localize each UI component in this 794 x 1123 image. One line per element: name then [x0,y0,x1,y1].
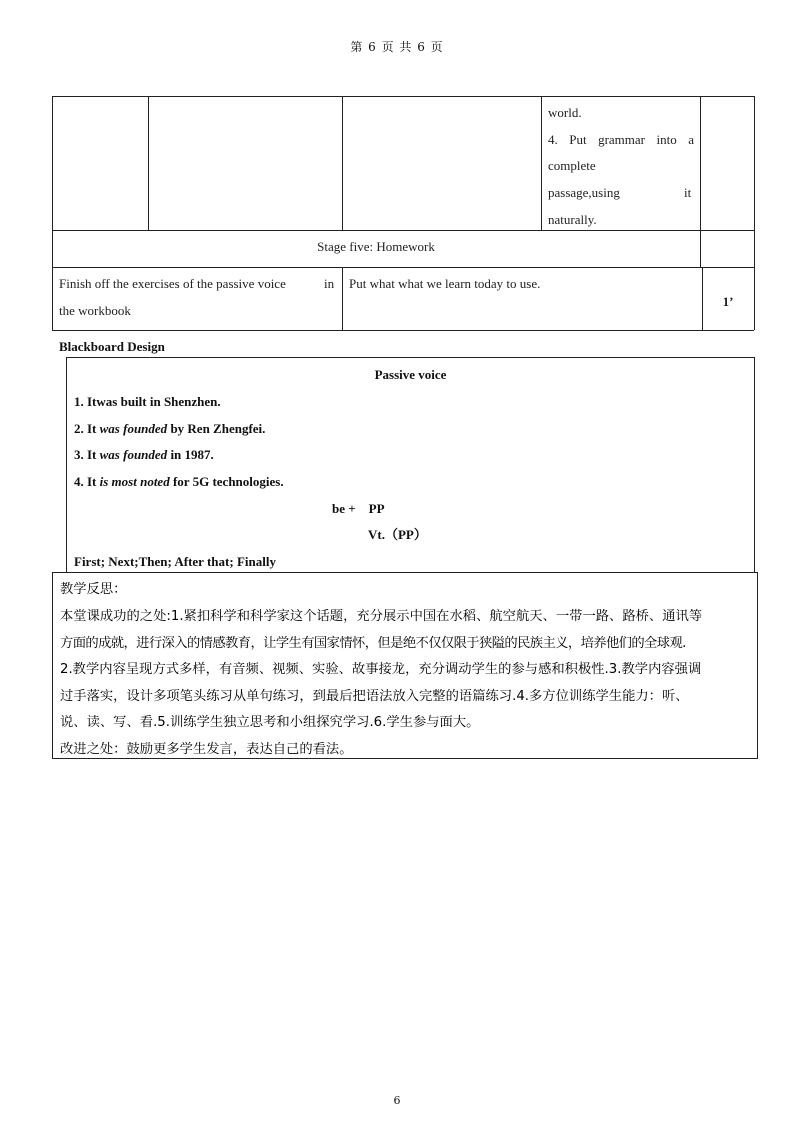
homework-task: Finish off the exercises of the passive voice [59,276,286,291]
table-col-divider [700,230,701,267]
cell-text-naturally: naturally. [548,212,597,227]
blackboard-border-right [754,357,755,572]
table-col-divider [700,96,701,230]
table-border-top [52,96,754,97]
page-indicator: 第 6 页 共 6 页 [350,40,444,54]
reflection-border-right [757,572,758,759]
blackboard-item: 4. It is most noted for 5G technologies. [74,474,284,489]
reflection-line: 2.教学内容呈现方式多样，有音频、视频、实验、故事接龙，充分调动学生的参与感和积极性.3.教学内容强调 [60,662,702,677]
homework-task-workbook: the workbook [59,303,131,318]
cell-text-grammar: 4. Put grammar into a [548,132,694,147]
page-number: 6 [393,1094,401,1107]
blackboard-label: Blackboard Design [59,339,165,354]
improvement-note: 改进之处：鼓励更多学生发言，表达自己的看法。 [60,742,353,757]
reflection-line: 方面的成就，进行深入的情感教育，让学生有国家情怀，但是绝不仅仅限于狭隘的民族主义，培养他们的全球观. [60,636,686,651]
formula-be-pp: be + PP [332,501,385,516]
reflection-line: 本堂课成功的之处:1.紧扣科学和科学家这个话题，充分展示中国在水稻、航空航天、一带一路、路桥、通讯等 [60,609,703,624]
reflection-line: 过手落实，设计多项笔头练习从单句练习，到最后把语法放入完整的语篇练习.4.多方位训练学生能力：听、 [60,689,689,704]
reflection-border-top [52,572,758,573]
homework-task-in: in [324,276,335,291]
table-row-divider [52,267,754,268]
table-col-divider [342,96,343,230]
cell-text-world: world. [548,105,582,120]
table-col-divider [541,96,542,230]
formula-vt-pp: Vt.（PP） [368,527,427,542]
homework-purpose: Put what what we learn today to use. [349,276,541,291]
cell-text-passage: passage,using [548,185,620,200]
blackboard-border-left [66,357,67,572]
sequence-words: First; Next;Then; After that; Finally [74,554,276,569]
table-row-divider [52,230,754,231]
blackboard-item: 1. Itwas built in Shenzhen. [74,394,221,409]
table-row-divider [52,330,754,331]
blackboard-item: 2. It was founded by Ren Zhengfei. [74,421,266,436]
reflection-heading: 教学反思： [60,582,127,597]
reflection-line: 说、读、写、看.5.训练学生独立思考和小组探究学习.6.学生参与面大。 [60,715,480,730]
blackboard-border-top [66,357,755,358]
table-col-divider [342,267,343,330]
table-col-divider [148,96,149,230]
blackboard-title: Passive voice [374,367,447,382]
cell-text-complete: complete [548,158,596,173]
cell-text-it: it [684,185,692,200]
blackboard-item: 3. It was founded in 1987. [74,447,214,462]
table-border-right [754,96,755,330]
table-border-left [52,96,53,330]
homework-time: 1’ [722,294,734,309]
reflection-border-left [52,572,53,759]
stage-title: Stage five: Homework [317,239,435,254]
